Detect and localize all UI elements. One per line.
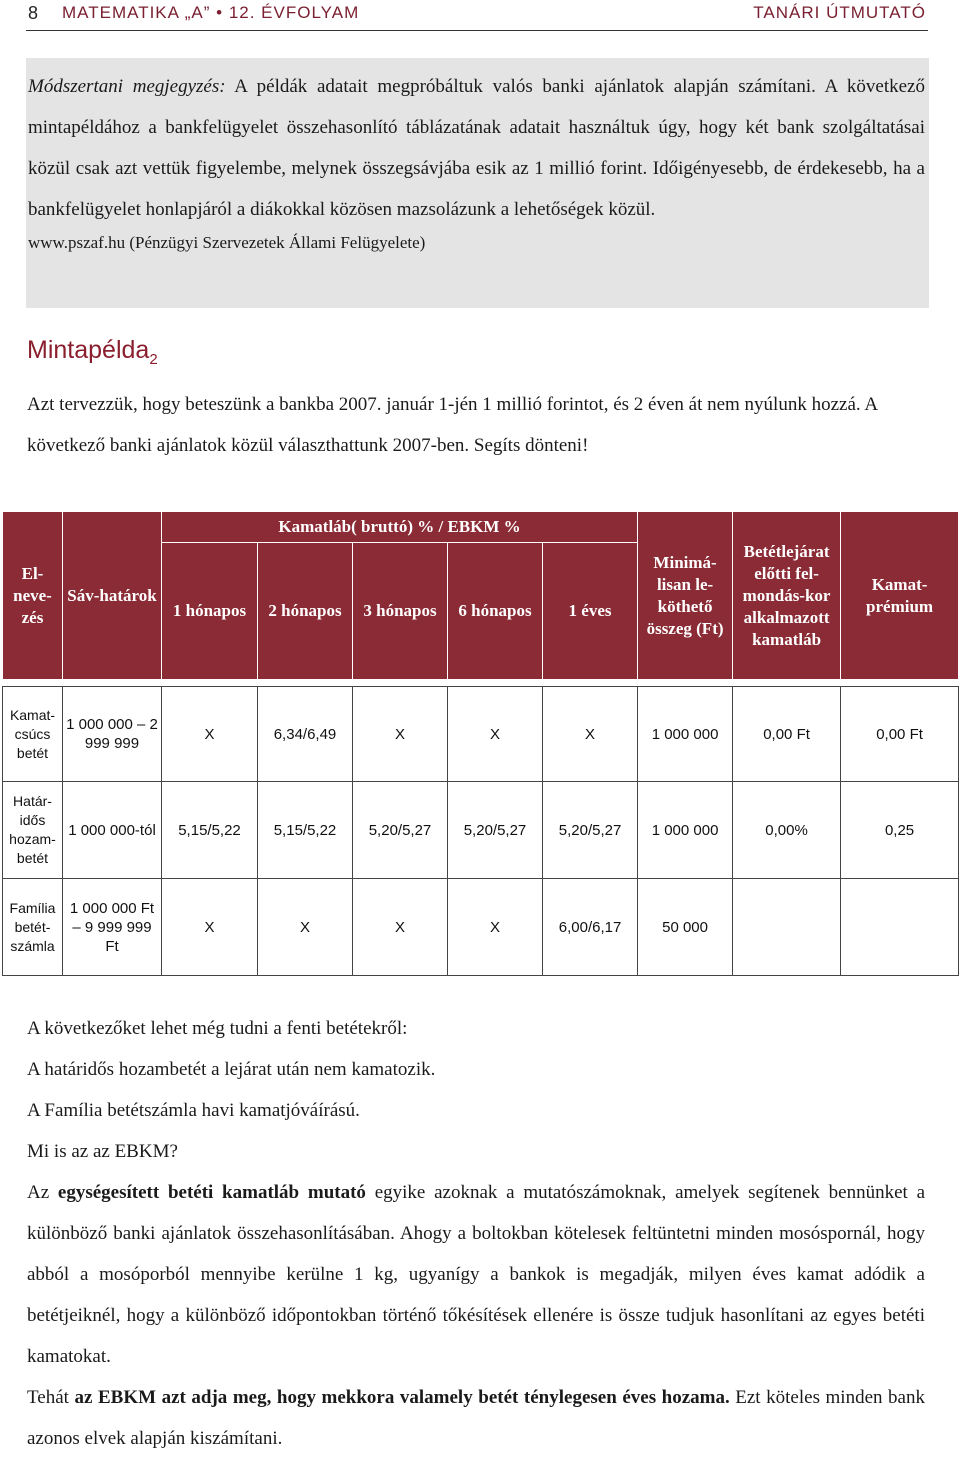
row-premium: 0,25 xyxy=(841,782,959,879)
row-1-month: X xyxy=(162,687,258,782)
row-1-month: 5,15/5,22 xyxy=(162,782,258,879)
row-premium xyxy=(841,879,959,976)
row-6-month: X xyxy=(448,687,543,782)
header-name: El-neve-zés xyxy=(3,512,63,680)
text-span: Tehát xyxy=(27,1387,75,1408)
row-6-month: 5,20/5,27 xyxy=(448,782,543,879)
row-bands: 1 000 000-tól xyxy=(63,782,162,879)
example-intro: Azt tervezzük, hogy beteszünk a bankba 2007. január 1-jén 1 millió forintot, és 2 éven át nem nyúlunk hozzá. A következő banki ajánlatok közül választhattunk 2007-ben. Segíts dönteni! xyxy=(27,394,878,456)
header-bands: Sáv-határok xyxy=(63,512,162,680)
header-6-month: 6 hónapos xyxy=(448,543,543,680)
example-title xyxy=(27,336,158,368)
text-span: Az xyxy=(27,1182,58,1203)
row-1-year: X xyxy=(543,687,638,782)
note-text: A példák adatait megpróbáltuk valós banki ajánlatok alapján számítani. A következő mintapéldához a bankfelügyelet összehasonlító táblázatának adatait használtuk úgy, hogy két bank szolgáltatásai közül csak azt vettük figyelembe, melynek összegsávjába esik az 1 millió forint. Időigényesebb, de érdekesebb, ha a bankfelügyelet honlapjáról a diákokkal közösen mazsolázunk a lehetőségek közül. xyxy=(28,76,925,220)
deposit-offers-table xyxy=(2,511,959,976)
row-6-month: X xyxy=(448,879,543,976)
row-early-withdrawal: 0,00 Ft xyxy=(733,687,841,782)
header-2-month: 2 hónapos xyxy=(258,543,353,680)
row-bands: 1 000 000 – 2 999 999 xyxy=(63,687,162,782)
example-title-text: Mintapélda xyxy=(27,336,150,364)
page-number: 8 xyxy=(28,3,39,23)
table-row xyxy=(3,687,959,782)
row-min-amount: 1 000 000 xyxy=(638,687,733,782)
row-3-month: X xyxy=(353,687,448,782)
ebkm-summary-paragraph xyxy=(27,1377,925,1459)
paragraph: A következőket lehet még tudni a fenti betétekről: xyxy=(27,1018,408,1039)
table-row xyxy=(3,782,959,879)
row-2-month: 6,34/6,49 xyxy=(258,687,353,782)
row-2-month: 5,15/5,22 xyxy=(258,782,353,879)
ebkm-definition-paragraph xyxy=(27,1172,925,1377)
row-early-withdrawal xyxy=(733,879,841,976)
note-label: Módszertani megjegyzés: xyxy=(28,76,226,97)
methodology-note xyxy=(26,58,929,308)
header-1-year: 1 éves xyxy=(543,543,638,680)
paragraph: Mi is az az EBKM? xyxy=(27,1141,178,1162)
header-course-title: MATEMATIKA „A” • 12. ÉVFOLYAM xyxy=(62,3,360,22)
row-name: Határ-idős hozam-betét xyxy=(3,782,63,879)
page-header xyxy=(26,0,928,31)
row-3-month: X xyxy=(353,879,448,976)
header-min-amount: Minimá-lisan le-köthető összeg (Ft) xyxy=(638,512,733,680)
bold-term: egységesített betéti kamatláb mutató xyxy=(57,1182,366,1203)
paragraph: A Família betétszámla havi kamatjóváírású. xyxy=(27,1100,360,1121)
row-3-month: 5,20/5,27 xyxy=(353,782,448,879)
table-row xyxy=(3,879,959,976)
row-premium: 0,00 Ft xyxy=(841,687,959,782)
header-premium: Kamat-prémium xyxy=(841,512,959,680)
row-early-withdrawal: 0,00% xyxy=(733,782,841,879)
bold-statement: az EBKM azt adja meg, hogy mekkora valamely betét ténylegesen éves hozama. xyxy=(74,1387,730,1408)
text-span: egyike azoknak a mutatószámoknak, amelyek segítenek bennünket a különböző banki ajánlatok összehasonlításában. Ahogy a boltokban kötelesek feltüntetni minden mosóspornál, hogy abból a mosóporból mennyibe kerülne 1 kg, ugyanígy a bankok is megadják, milyen éves kamat adódik a betétjeiknél, hogy a különböző időpontokban történő tőkésítések ellenére is össze tudjuk hasonlítani az egyes betéti kamatokat. xyxy=(27,1182,926,1367)
header-rate-group: Kamatláb( bruttó) % / EBKM % xyxy=(162,512,638,543)
header-1-month: 1 hónapos xyxy=(162,543,258,680)
header-guide-title: TANÁRI ÚTMUTATÓ xyxy=(753,3,926,22)
row-1-year: 6,00/6,17 xyxy=(543,879,638,976)
explanation-text xyxy=(27,1008,925,1459)
row-min-amount: 50 000 xyxy=(638,879,733,976)
header-3-month: 3 hónapos xyxy=(353,543,448,680)
row-name: Kamat-csúcs betét xyxy=(3,687,63,782)
row-1-year: 5,20/5,27 xyxy=(543,782,638,879)
row-1-month: X xyxy=(162,879,258,976)
header-early-withdrawal: Betétlejárat előtti fel-mondás-kor alkalmazott kamatláb xyxy=(733,512,841,680)
text-span: Ezt köteles minden bank azonos elvek alapján kiszámítani. xyxy=(27,1387,925,1449)
example-number: 2 xyxy=(149,351,158,368)
row-bands: 1 000 000 Ft – 9 999 999 Ft xyxy=(63,879,162,976)
note-source-link[interactable]: www.pszaf.hu (Pénzügyi Szervezetek Állami Felügyelete) xyxy=(28,233,426,252)
row-name: Família betét-számla xyxy=(3,879,63,976)
paragraph: A határidős hozambetét a lejárat után nem kamatozik. xyxy=(27,1059,436,1080)
row-min-amount: 1 000 000 xyxy=(638,782,733,879)
row-2-month: X xyxy=(258,879,353,976)
